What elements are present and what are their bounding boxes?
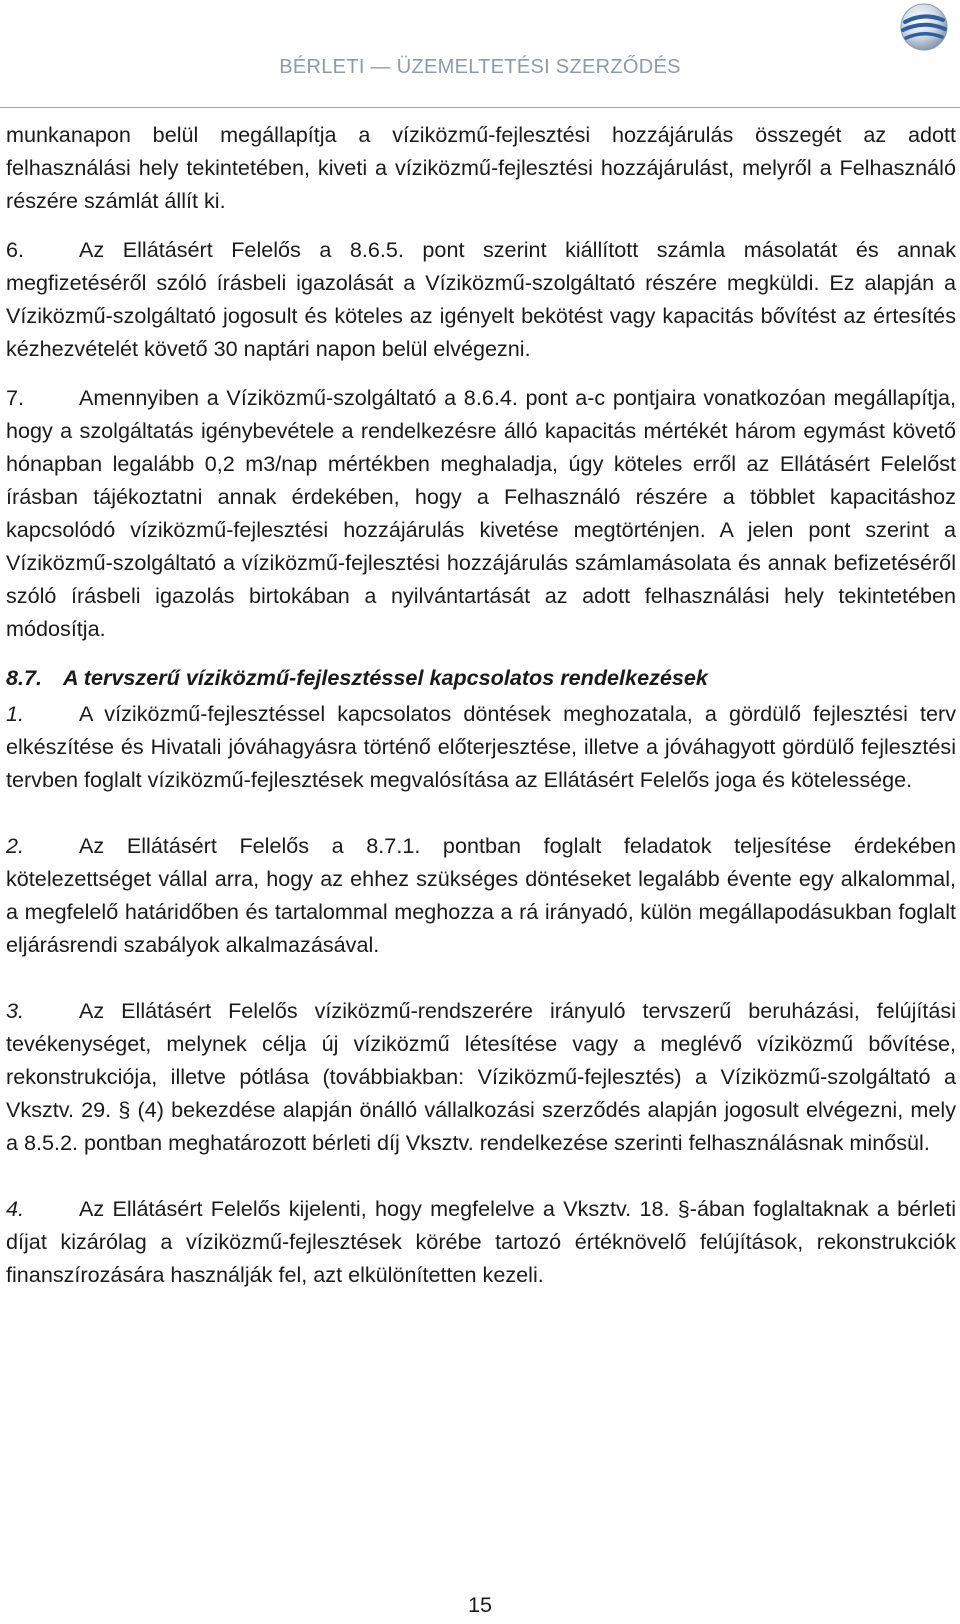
section-item-2-paragraph	[6, 829, 956, 961]
globe-logo-icon	[898, 2, 950, 52]
section-item-4-number: 4.	[6, 1196, 25, 1221]
item-6-number: 6.	[6, 237, 25, 262]
item-7-paragraph	[6, 381, 956, 645]
section-heading	[6, 661, 956, 694]
item-6-text: Az Ellátásért Felelős a 8.6.5. pont szerint kiállított számla másolatát és annak megfizetéséről szóló írásbeli igazolását a Víziközmű-szolgáltató részére megküldi. Ez alapján a Víziközmű-szolgáltató jogosult és köteles az igényelt bekötést vagy kapacitás bővítést az értesítés kézhezvételét követő 30 naptári napon belül elvégezni.	[6, 237, 956, 361]
section-item-1-number: 1.	[6, 701, 25, 726]
header-divider	[0, 107, 960, 108]
section-item-3-number: 3.	[6, 998, 25, 1023]
section-title: A tervszerű víziközmű-fejlesztéssel kapcsolatos rendelkezések	[63, 665, 708, 690]
section-item-3-text: Az Ellátásért Felelős víziközmű-rendszerére irányuló tervszerű beruházási, felújítási tevékenységet, melynek célja új víziközmű létesítése vagy a meglévő víziközmű bővítése, rekonstrukciója, illetve pótlása (továbbiakban: Víziközmű-fejlesztés) a Víziközmű-szolgáltató a Vksztv. 29. § (4) bekezdése alapján önálló vállalkozási szerződés alapján jogosult elvégezni, mely a 8.5.2. pontban meghatározott bérleti díj Vksztv. rendelkezése szerinti felhasználásnak minősül.	[6, 998, 956, 1155]
document-header-title: BÉRLETI — ÜZEMELTETÉSI SZERZŐDÉS	[279, 56, 681, 78]
item-6-paragraph	[6, 233, 956, 365]
item-7-number: 7.	[6, 385, 25, 410]
section-item-2-text: Az Ellátásért Felelős a 8.7.1. pontban foglalt feladatok teljesítése érdekében kötelezettséget vállal arra, hogy az ehhez szükséges döntéseket legalább évente egy alkalommal, a megfelelő határidőben és tartalommal meghozza a rá irányadó, külön megállapodásukban foglalt eljárásrendi szabályok alkalmazásával.	[6, 833, 956, 957]
section-item-1-paragraph	[6, 697, 956, 796]
intro-paragraph: munkanapon belül megállapítja a víziközmű-fejlesztési hozzájárulás összegét az adott felhasználási hely tekintetében, kiveti a víziközmű-fejlesztési hozzájárulást, melyről a Felhasználó részére számlát állít ki.	[6, 122, 956, 213]
section-number: 8.7.	[6, 665, 43, 690]
section-item-4-paragraph	[6, 1192, 956, 1291]
page-number: 15	[467, 1592, 493, 1617]
section-item-4-text: Az Ellátásért Felelős kijelenti, hogy megfelelve a Vksztv. 18. §-ában foglaltaknak a bérleti díjat kizárólag a víziközmű-fejlesztések körébe tartozó értéknövelő felújítások, rekonstrukciók finanszírozására használják fel, azt elkülönítetten kezeli.	[6, 1196, 956, 1287]
section-item-3-paragraph	[6, 994, 956, 1159]
item-7-text: Amennyiben a Víziközmű-szolgáltató a 8.6.4. pont a-c pontjaira vonatkozóan megállapítja, hogy a szolgáltatás igénybevétele a rendelkezésre álló kapacitás mértékét három egymást követő hónapban legalább 0,2 m3/nap mértékben meghaladja, úgy köteles erről az Ellátásért Felelőst írásban tájékoztatni annak érdekében, hogy a Felhasználó részére a többlet kapacitáshoz kapcsolódó víziközmű-fejlesztési hozzájárulás kivetése megtörténjen. A jelen pont szerint a Víziközmű-szolgáltató a víziközmű-fejlesztési hozzájárulás számlamásolata és annak befizetéséről szóló írásbeli igazolás birtokában a nyilvántartását az adott felhasználási hely tekintetében módosítja.	[6, 385, 956, 641]
section-item-2-number: 2.	[6, 833, 25, 858]
document-body	[6, 118, 956, 1291]
section-item-1-text: A víziközmű-fejlesztéssel kapcsolatos döntések meghozatala, a gördülő fejlesztési terv elkészítése és Hivatali jóváhagyásra történő előterjesztése, illetve a jóváhagyott gördülő fejlesztési tervben foglalt víziközmű-fejlesztések megvalósítása az Ellátásért Felelős joga és kötelessége.	[6, 701, 956, 792]
